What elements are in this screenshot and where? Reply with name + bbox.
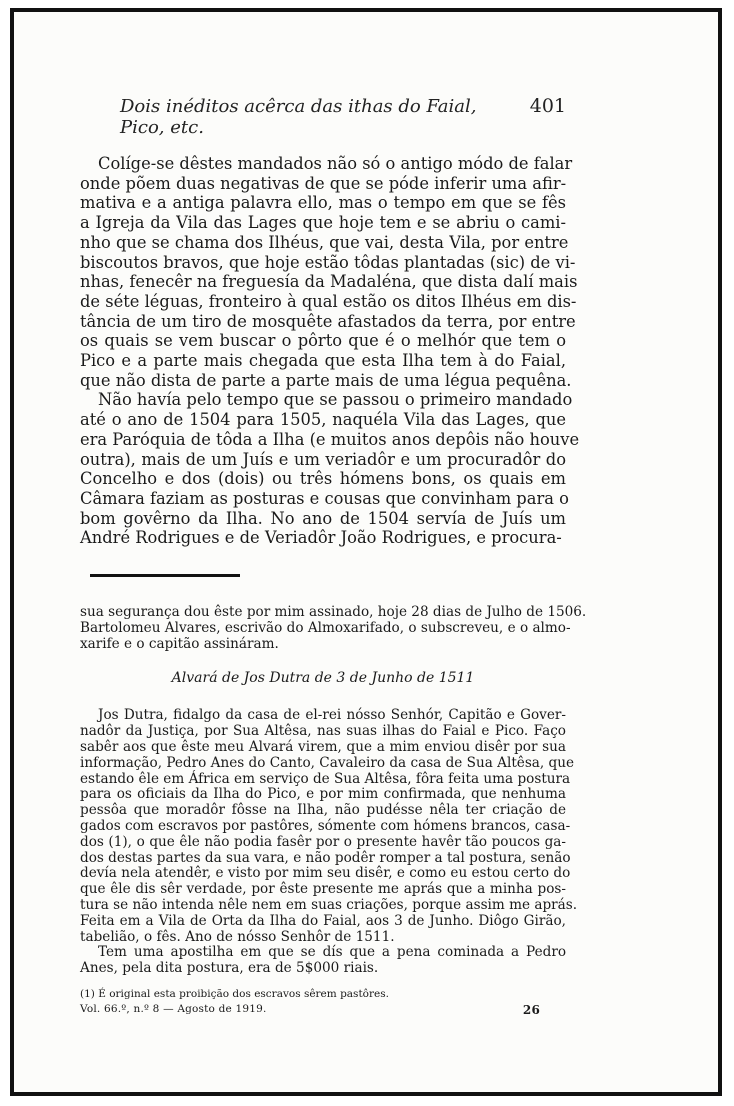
- signature-mark: 26: [522, 1003, 540, 1017]
- text-line: tura se não intenda nêle nem em suas criações, porque assim me aprás.: [80, 897, 578, 914]
- text-line: os quais se vem buscar o pôrto que é o melhór que tem o: [80, 331, 566, 351]
- document-note: [80, 604, 587, 652]
- text-line: Concelho e dos (dois) ou três hómens bons, os quais em: [80, 469, 566, 489]
- text-line: Colíge-se dêstes mandados não só o antigo módo de falar: [98, 154, 573, 173]
- text-line: Bartolomeu Alvares, escrivão do Almoxarifado, o subscreveu, e o almo-: [80, 619, 571, 636]
- running-head: [120, 95, 566, 138]
- text-line: informação, Pedro Anes do Canto, Cavaleiro da casa de Sua Altêsa, que: [80, 754, 575, 771]
- footnote: (1) É original esta proibição dos escravos sêrem pastôres.: [80, 988, 389, 1000]
- text-line: dos destas partes da sua vara, e não podêr romper a tal postura, senão: [80, 849, 571, 866]
- text-line: para os oficiais da Ilha do Pico, e por mim confirmada, que nenhuma: [80, 786, 566, 803]
- volume-info: Vol. 66.º, n.º 8 — Agosto de 1919.: [80, 1003, 267, 1015]
- text-line: Câmara faziam as posturas e cousas que convinham para o: [80, 488, 569, 508]
- text-line: devía nela atendêr, e visto por mim seu disêr, e como eu estou certo do: [80, 865, 571, 882]
- text-line: biscoutos bravos, que hoje estão tôdas plantadas (sic) de vi-: [80, 252, 576, 272]
- text-line: Feita em a Vila de Orta da Ilha do Faial, aos 3 de Junho. Diôgo Girão,: [80, 912, 566, 929]
- text-line: até o ano de 1504 para 1505, naquéla Vila das Lages, que: [80, 410, 566, 430]
- text-line: que não dista de parte a parte mais de uma légua pequêna.: [80, 370, 572, 390]
- text-line: tância de um tiro de mosquête afastados da terra, por entre: [80, 311, 576, 331]
- text-line: sua segurança dou êste por mim assinado, hoje 28 dias de Julho de 1506.: [80, 604, 587, 621]
- text-line: onde põem duas negativas de que se póde inferir uma afir-: [80, 173, 567, 193]
- text-line: que êle dis sêr verdade, por êste presente me aprás que a minha pos-: [80, 881, 566, 898]
- document-page: [80, 95, 587, 1017]
- page-number: 401: [529, 95, 566, 117]
- text-line: tabelião, o fês. Ano de nósso Senhôr de 1511.: [80, 928, 395, 945]
- text-line: nhas, fenecêr na freguesía da Madaléna, que dista dalí mais: [80, 272, 578, 292]
- text-line: estando êle em África em serviço de Sua Altêsa, fôra feita uma postura: [80, 770, 571, 787]
- text-line: Tem uma apostilha em que se dís que a pena cominada a Pedro: [98, 944, 566, 961]
- text-line: Jos Dutra, fidalgo da casa de el-rei nósso Senhór, Capitão e Gover-: [98, 707, 566, 724]
- main-text: [80, 154, 580, 548]
- text-line: a Igreja da Vila das Lages que hoje tem e se abriu o cami-: [80, 213, 566, 233]
- text-line: xarife e o capitão assináram.: [80, 635, 279, 652]
- alvara-heading: Alvará de Jos Dutra de 3 de Junho de 1511: [171, 670, 475, 687]
- imprint-line: [80, 1003, 566, 1017]
- text-line: era Paróquia de tôda a Ilha (e muitos anos depôis não houve: [80, 429, 580, 449]
- text-line: sabêr aos que êste meu Alvará virem, que a mim enviou disêr por sua: [80, 739, 566, 756]
- text-line: Pico e a parte mais chegada que esta Ilha tem à do Faial,: [80, 351, 566, 371]
- text-line: Anes, pela dita postura, era de 5$000 riais.: [80, 960, 379, 977]
- text-line: Não havía pelo tempo que se passou o primeiro mandado: [98, 390, 573, 410]
- text-line: André Rodrigues e de Veriadôr João Rodrigues, e procura-: [80, 528, 562, 548]
- text-line: de séte léguas, fronteiro à qual estão os ditos Ilhéus em dis-: [80, 291, 577, 311]
- running-title: Dois inéditos acêrca das ithas do Faial, Pico, etc.: [120, 96, 477, 138]
- text-line: bom govêrno da Ilha. No ano de 1504 servía de Juís um: [80, 508, 566, 528]
- text-line: nho que se chama dos Ilhéus, que vai, desta Vila, por entre: [80, 232, 569, 252]
- alvara-text: [80, 707, 578, 977]
- text-line: mativa e a antiga palavra ello, mas o tempo em que se fês: [80, 193, 566, 213]
- text-line: gados com escravos por pastôres, sómente com hómens brancos, casa-: [80, 818, 571, 835]
- footnote-rule: [90, 574, 240, 577]
- text-line: outra), mais de um Juís e um veriadôr e um procuradôr do: [80, 449, 566, 469]
- text-line: nadôr da Justiça, por Sua Altêsa, nas suas ilhas do Faial e Pico. Faço: [80, 723, 566, 740]
- text-line: dos (1), o que êle não podia fasêr por o presente havêr tão poucos ga-: [80, 833, 566, 850]
- text-line: pessôa que moradôr fôsse na Ilha, não pudésse nêla ter criação de: [80, 802, 566, 819]
